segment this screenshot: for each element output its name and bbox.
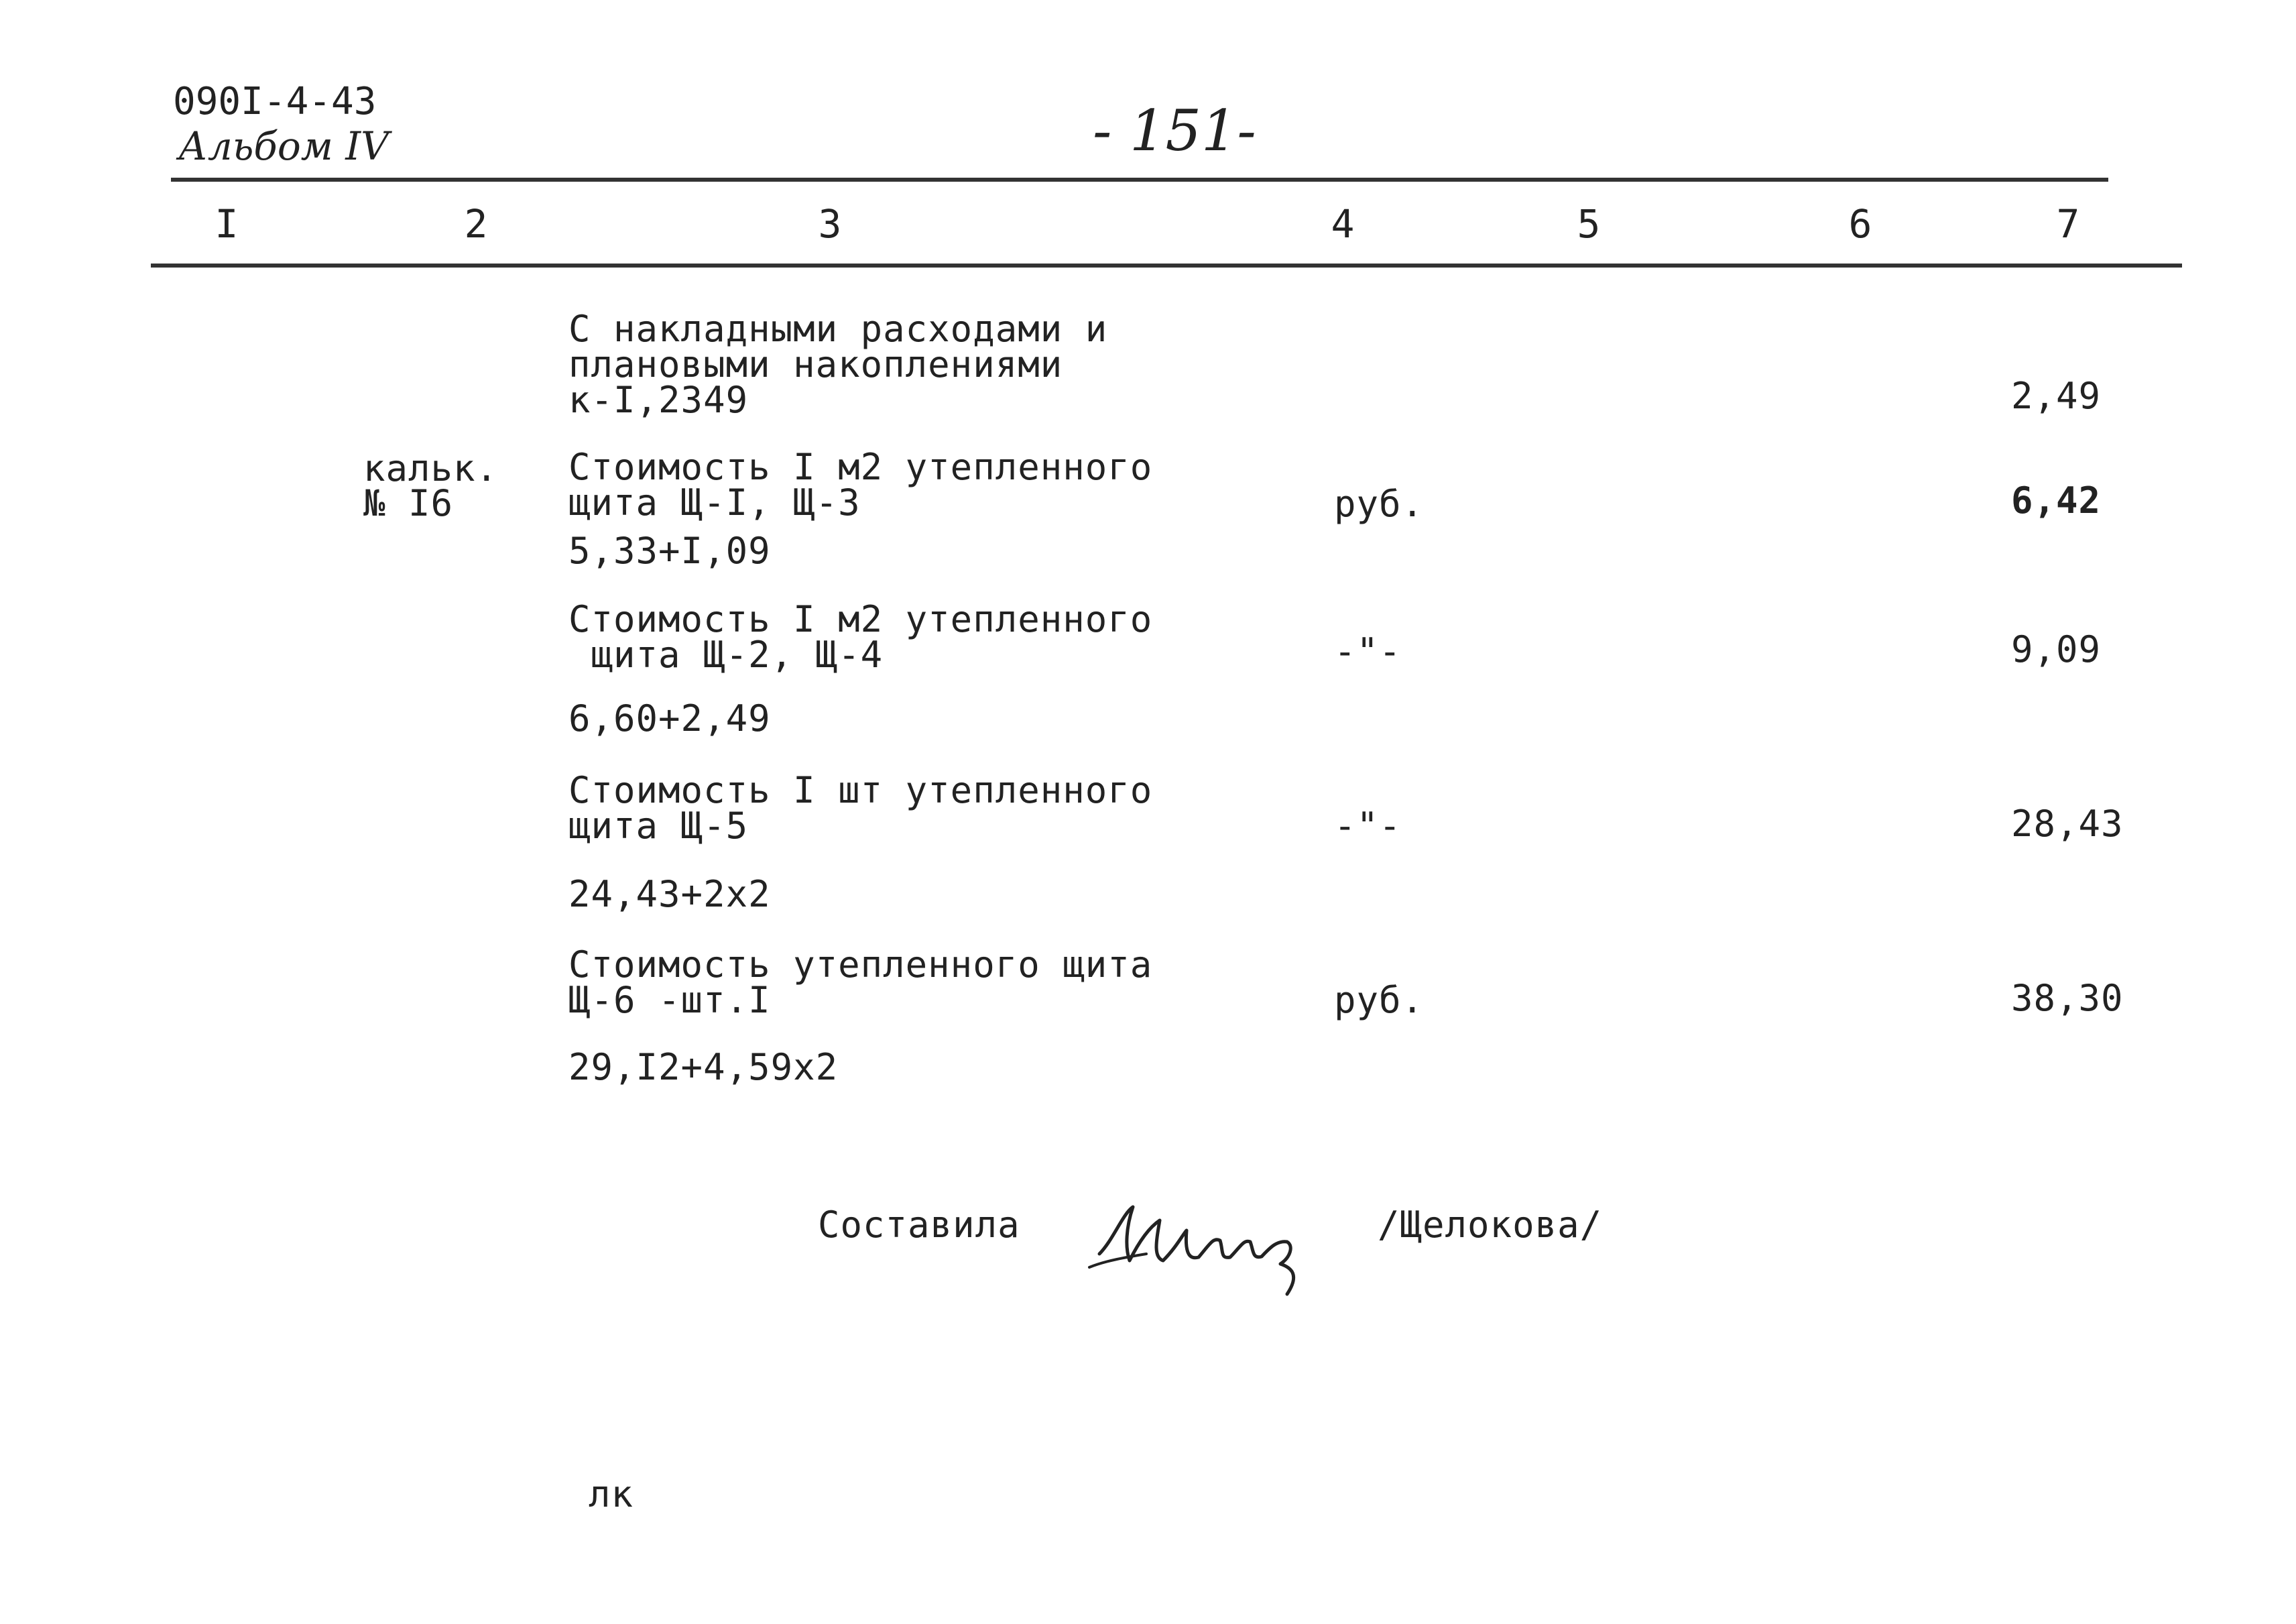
signatory-name: /Щелокова/ xyxy=(1378,1204,1603,1246)
row-unit: руб. xyxy=(1334,483,1425,525)
row-description-line: щита Щ-5 xyxy=(568,805,749,847)
row-label-line: № I6 xyxy=(363,482,454,524)
top-rule xyxy=(171,178,2108,182)
page-number: - 151- xyxy=(1093,98,1256,164)
row-description-line: к-I,2349 xyxy=(568,379,749,421)
row-description-line: щита Щ-2, Щ-4 xyxy=(568,634,884,676)
row-calculation: 5,33+I,09 xyxy=(568,530,771,572)
row-value: 28,43 xyxy=(2011,803,2124,845)
row-calculation: 6,60+2,49 xyxy=(568,697,771,740)
header-rule xyxy=(151,264,2182,268)
row-calculation: 29,I2+4,59x2 xyxy=(568,1046,839,1088)
row-value: 2,49 xyxy=(2011,375,2102,417)
row-description-line: щита Щ-I, Щ-3 xyxy=(568,481,861,524)
column-number-5: 5 xyxy=(1577,201,1601,247)
column-number-3: 3 xyxy=(818,201,842,247)
row-label-line: кальк. xyxy=(363,447,499,489)
row-value: 38,30 xyxy=(2011,977,2124,1019)
row-unit: -"- xyxy=(1334,805,1402,847)
row-calculation: 24,43+2x2 xyxy=(568,873,771,915)
handwritten-signature xyxy=(1086,1167,1327,1301)
column-number-4: 4 xyxy=(1331,201,1355,247)
row-unit: руб. xyxy=(1334,979,1425,1021)
row-value: 9,09 xyxy=(2011,628,2102,671)
row-unit: -"- xyxy=(1334,630,1402,673)
album-label: Альбом IV xyxy=(178,123,389,169)
row-description-line: Стоимость утепленного щита xyxy=(568,943,1153,986)
doc-code: 090I-4-43 xyxy=(173,80,377,123)
row-description-line: Стоимость I м2 утепленного xyxy=(568,446,1153,488)
column-number-1: I xyxy=(215,201,239,247)
row-description-line: плановыми накоплениями xyxy=(568,343,1063,386)
initials: лк xyxy=(589,1473,634,1515)
row-description-line: Стоимость I шт утепленного xyxy=(568,769,1153,811)
compiled-by-label: Составила xyxy=(818,1204,1020,1246)
row-value: 6,42 xyxy=(2011,479,2102,522)
column-number-6: 6 xyxy=(1848,201,1872,247)
column-number-7: 7 xyxy=(2056,201,2080,247)
row-description-line: С накладными расходами и xyxy=(568,308,1108,350)
column-number-2: 2 xyxy=(464,201,488,247)
row-description-line: Стоимость I м2 утепленного xyxy=(568,598,1153,640)
row-description-line: Щ-6 -шт.I xyxy=(568,979,771,1021)
